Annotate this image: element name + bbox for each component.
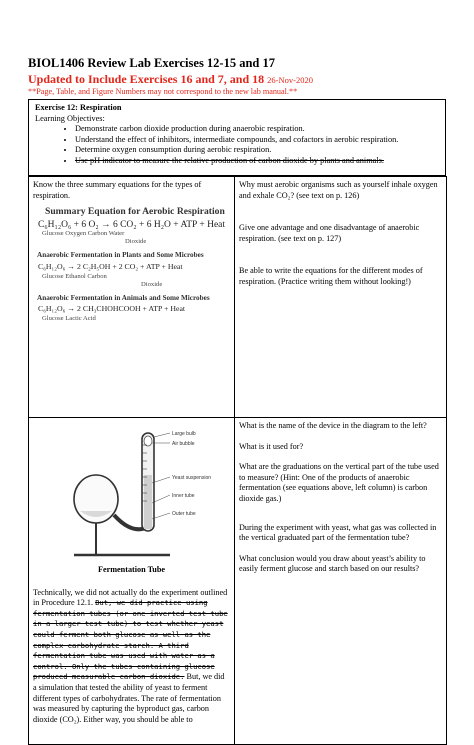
aerobic-equation: C₆H₁₂O₆ + 6 O₂ → 6 CO₂ + 6 H₂O + ATP + Heat (38, 219, 226, 230)
objectives-label: Learning Objectives: (35, 113, 105, 123)
equations-prompt: Know the three summary equations for the types of respiration. (33, 180, 202, 200)
page-title: BIOL1406 Review Lab Exercises 12-15 and 17 (28, 56, 275, 70)
animal-names: Glucose Lactic Acid (42, 314, 96, 322)
air-bubble (144, 436, 152, 446)
objectives-list (35, 124, 439, 166)
procedure-text-struck: But, we did practice using fermentation tubes (or one inverted test tube in a larger test tube) to test whether yeast could ferment both glucose as well as the complex carbohydrate starch. A third fermentation tube was used with water as a control. Only the tubes containing glucose produced measurable carbon dioxide. (33, 598, 228, 682)
diagram-label: Outer tube (171, 511, 196, 517)
update-date: 26-Nov-2020 (267, 75, 313, 85)
diagram-caption: Fermentation Tube (97, 565, 166, 574)
exercise-objectives-box (28, 99, 446, 176)
animal-equation: C₆H₁₂O₆ → 2 CH₃CHOHCOOH + ATP + Heat (38, 304, 186, 314)
question: Why must aerobic organisms such as yourself inhale oxygen and exhale CO₂? (see text on p. 126) (239, 180, 438, 200)
plant-names: Glucose Ethanol Carbon (42, 272, 107, 280)
numbering-warning: **Page, Table, and Figure Numbers may not correspond to the new lab manual.** (28, 87, 298, 96)
objective-item: • Understand the effect of inhibitors, intermediate compounds, and cofactors in aerobic respiration. (75, 135, 439, 146)
fermentation-cell (29, 418, 235, 745)
question: What is the name of the device in the diagram to the left? (239, 421, 427, 430)
procedure-text-a: Technically, we did not actually do the experiment outlined in Procedure 12.1. (33, 587, 228, 608)
procedure-text-b: But, we did a simulation that tested the ability of yeast to ferment different types of carbohydrates. The rate of fermentation was measured by capturing the byproduct gas, carbon dioxide (CO₂). Either way, you should be able to (33, 672, 225, 724)
question: What conclusion would you draw about yeast’s ability to easily ferment glucose and starch based on our results? (239, 553, 426, 574)
diagram-label: Inner tube (171, 493, 195, 499)
objective-item: • Determine oxygen consumption during aerobic respiration. (75, 145, 439, 156)
exercise-title: Exercise 12: Respiration (35, 103, 122, 112)
table-row (29, 418, 447, 745)
aerobic-names-2: Dioxide (125, 238, 147, 246)
aerobic-heading: Summary Equation for Aerobic Respiration (45, 206, 225, 218)
procedure-text (33, 588, 230, 726)
review-table (28, 176, 447, 745)
page-subtitle (28, 72, 313, 87)
question: Give one advantage and one disadvantage of anaerobic respiration. (see text on p. 127) (239, 223, 420, 243)
subtitle-text: Updated to Include Exercises 16 and 7, and 18 (28, 72, 265, 86)
objective-item-struck: • Use pH indicator to measure the relative production of carbon dioxide by plants and animals. (75, 156, 439, 167)
question: What are the graduations on the vertical part of the tube used to measure? (Hint: One of the products of anaerobic fermentation (see equations above, left column) is carbon dioxide gas.) (239, 462, 439, 503)
question: During the experiment with yeast, what gas was collected in the vertical graduated part of the fermentation tube? (239, 522, 437, 543)
question: Be able to write the equations for the different modes of respiration. (Practice writing them without looking!) (239, 266, 423, 286)
fermentation-tube-diagram (52, 423, 212, 563)
objective-item: • Demonstrate carbon dioxide production during anaerobic respiration. (75, 124, 439, 135)
diagram-label: Air bubble (171, 441, 195, 447)
plant-names-2: Dioxide (141, 280, 163, 288)
table-row (29, 177, 447, 418)
aerobic-names: Glucose Oxygen Carbon Water (42, 230, 125, 238)
respiration-questions-cell (235, 177, 447, 418)
fermentation-questions-cell (235, 418, 447, 745)
diagram-label: Large bulb (171, 431, 196, 437)
question: What is it used for? (239, 441, 304, 451)
plant-heading: Anaerobic Fermentation in Plants and Some Microbes (37, 251, 204, 260)
yeast-suspension (144, 475, 152, 529)
plant-equation: C₆H₁₂O₆ → 2 C₂H₅OH + 2 CO₂ + ATP + Heat (38, 261, 183, 271)
equations-cell (29, 177, 235, 418)
diagram-label: Yeast suspension (171, 475, 211, 481)
animal-heading: Anaerobic Fermentation in Animals and Some Microbes (37, 293, 210, 302)
